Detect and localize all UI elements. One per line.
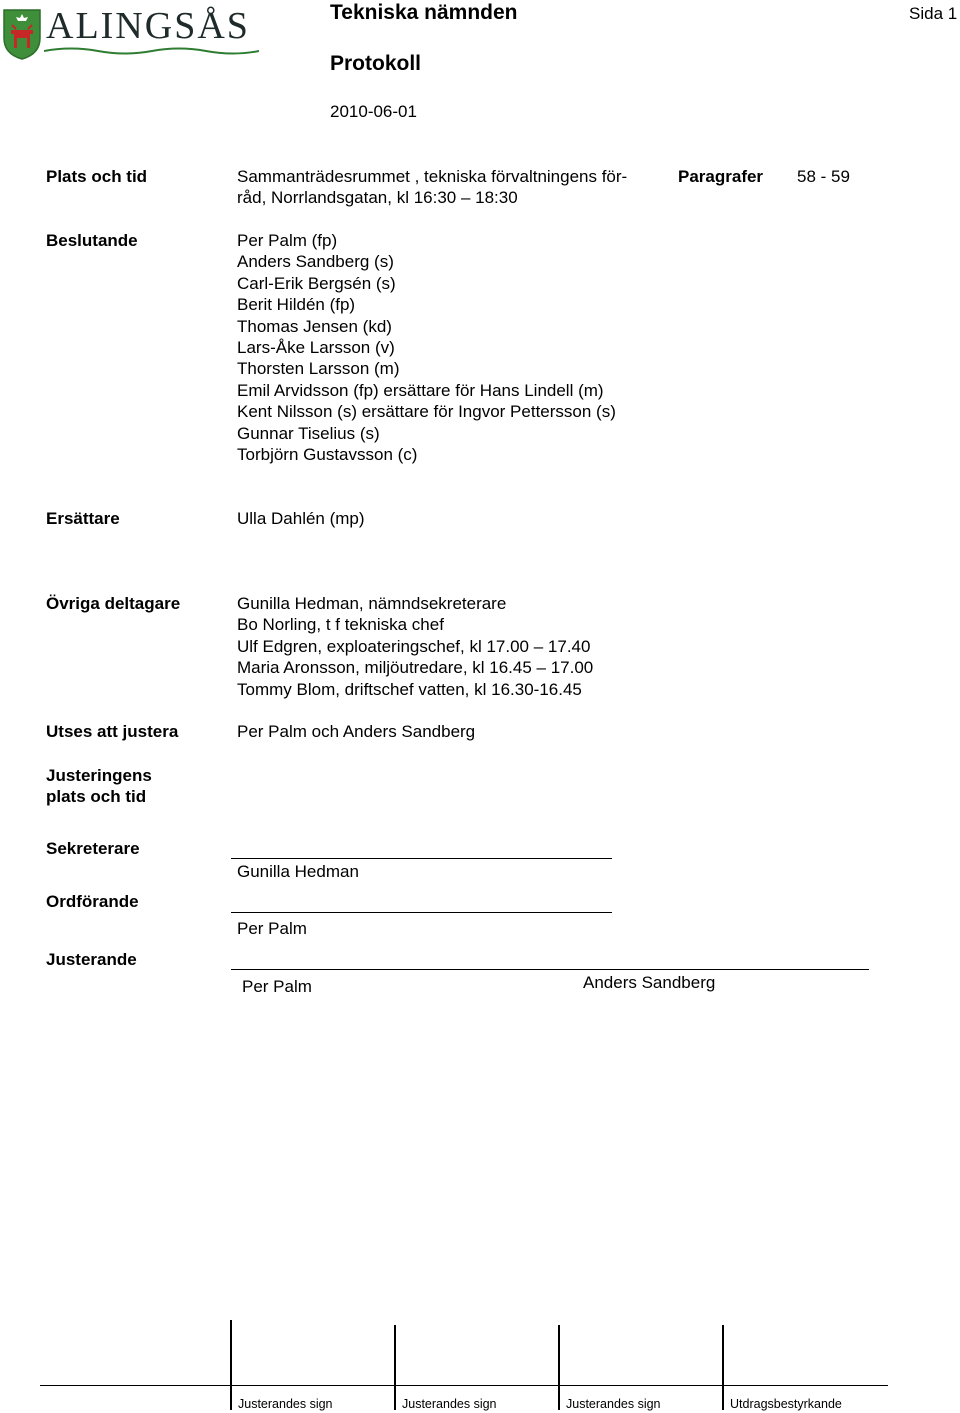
footer-baseline — [40, 1385, 888, 1386]
deciding-member: Lars-Åke Larsson (v) — [237, 338, 395, 358]
others-label: Övriga deltagare — [46, 594, 181, 613]
deciding-member: Thorsten Larsson (m) — [237, 359, 400, 379]
adjuster-2-name: Anders Sandberg — [583, 973, 716, 992]
deciding-member: Torbjörn Gustavsson (c) — [237, 445, 418, 465]
chair-name: Per Palm — [237, 919, 307, 938]
deciding-member: Kent Nilsson (s) ersättare för Ingvor Pettersson (s) — [237, 402, 616, 422]
paragraphs-value: 58 - 59 — [797, 167, 850, 186]
place-time-line-1: Sammanträdesrummet , tekniska förvaltningens för- — [237, 167, 628, 186]
adjusters-label: Utses att justera — [46, 722, 179, 741]
place-time-label: Plats och tid — [46, 167, 148, 186]
logo-wordmark: ALINGSÅS — [46, 5, 250, 47]
deciding-member: Gunnar Tiselius (s) — [237, 423, 380, 443]
other-participant: Bo Norling, t f tekniska chef — [237, 615, 444, 635]
committee-title: Tekniska nämnden — [330, 1, 518, 24]
footer-excerpt: Utdragsbestyrkande — [730, 1397, 842, 1411]
footer-sign-1: Justerandes sign — [238, 1397, 333, 1411]
footer-divider-1 — [230, 1320, 232, 1410]
deciding-member: Berit Hildén (fp) — [237, 295, 356, 315]
adjust-place-label-line-1: Justeringens — [46, 766, 152, 785]
deciding-member: Per Palm (fp) — [237, 231, 338, 250]
other-participant: Tommy Blom, driftschef vatten, kl 16.30-16.45 — [237, 679, 582, 699]
others-list — [237, 593, 593, 700]
other-participant: Ulf Edgren, exploateringschef, kl 17.00 – 17.40 — [237, 636, 591, 656]
adjusting-label: Justerande — [46, 950, 137, 969]
deciding-member: Thomas Jensen (kd) — [237, 316, 392, 336]
deciding-member: Carl-Erik Bergsén (s) — [237, 273, 396, 293]
secretary-label: Sekreterare — [46, 839, 140, 858]
municipality-logo — [0, 6, 260, 62]
deciding-list — [237, 230, 616, 465]
secretary-signature-line — [231, 858, 612, 859]
deciding-member: Anders Sandberg (s) — [237, 252, 394, 272]
substitutes-value: Ulla Dahlén (mp) — [237, 509, 365, 528]
adjust-place-label — [46, 765, 152, 808]
deciding-member: Emil Arvidsson (fp) ersättare för Hans Lindell (m) — [237, 380, 604, 400]
footer-sign-3: Justerandes sign — [566, 1397, 661, 1411]
adjusters-value: Per Palm och Anders Sandberg — [237, 722, 476, 741]
footer-sign-2: Justerandes sign — [402, 1397, 497, 1411]
other-participant: Gunilla Hedman, nämndsekreterare — [237, 594, 507, 613]
adjuster-1-name: Per Palm — [242, 977, 312, 996]
chair-signature-line — [231, 912, 612, 913]
substitutes-label: Ersättare — [46, 509, 120, 528]
secretary-name: Gunilla Hedman — [237, 862, 359, 881]
adjusting-signature-line — [231, 969, 869, 970]
footer-divider-2 — [394, 1325, 396, 1410]
deciding-label: Beslutande — [46, 231, 138, 250]
page-number: Sida 1 — [909, 4, 958, 23]
meeting-date: 2010-06-01 — [330, 102, 417, 121]
chair-label: Ordförande — [46, 892, 139, 911]
other-participant: Maria Aronsson, miljöutredare, kl 16.45 – 17.00 — [237, 658, 594, 678]
coat-of-arms-icon — [2, 8, 42, 60]
place-time-line-2: råd, Norrlandsgatan, kl 16:30 – 18:30 — [237, 188, 518, 207]
adjust-place-label-line-2: plats och tid — [46, 787, 147, 807]
footer-divider-3 — [558, 1325, 560, 1410]
paragraphs-label: Paragrafer — [678, 167, 764, 186]
document-type: Protokoll — [330, 52, 422, 75]
footer-divider-4 — [722, 1325, 724, 1410]
